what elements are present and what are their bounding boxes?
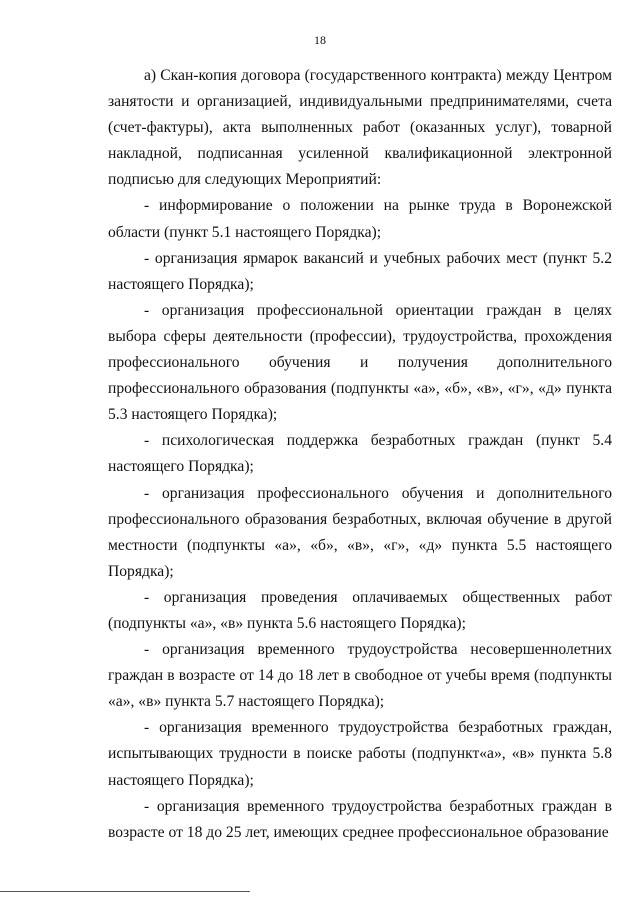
paragraph-scan-copy-requirement: а) Скан-копия договора (государственного контракта) между Центром занятости и организацией, индивидуальными предпринимателями, счета (счет-фактуры), акта выполненных работ (оказанных услуг), товарной накладной, подписанная усиленной квалификационной электронной подписью для следующих Мероприятий: <box>108 67 612 189</box>
list-item-hard-to-employ: - организация временного трудоустройства безработных граждан, испытывающих трудности в поиске работы (подпункт«а», «в» пункта 5.8 настоящего Порядка); <box>108 719 612 789</box>
list-item-young-graduates: - организация временного трудоустройства безработных граждан в возрасте от 18 до 25 лет, имеющих среднее профессиональное образование <box>108 797 612 841</box>
list-item-vocational-training: - организация профессионального обучения и дополнительного профессионального образования безработных, включая обучение в другой местности (подпункты «а», «б», «в», «г», «д» пункта 5.5 настоящего Порядка); <box>108 484 612 580</box>
list-item-career-guidance: - организация профессиональной ориентации граждан в целях выбора сферы деятельности (профессии), трудоустройства, прохождения профессионального обучения и получения дополнительного профессионального образования (подпункты «а», «б», «в», «г», «д» пункта 5.3 настоящего Порядка); <box>108 301 612 424</box>
document-body <box>108 63 612 846</box>
list-item-job-fairs: - организация ярмарок вакансий и учебных рабочих мест (пункт 5.2 настоящего Порядка); <box>108 249 612 293</box>
list-item-minors-employment: - организация временного трудоустройства несовершеннолетних граждан в возрасте от 14 до 18 лет в свободное от учебы время (подпункты «а», «в» пункта 5.7 настоящего Порядка); <box>108 641 612 711</box>
list-item-labor-market-info: - информирование о положении на рынке труда в Воронежской области (пункт 5.1 настоящего Порядка); <box>108 197 612 241</box>
list-item-public-works: - организация проведения оплачиваемых общественных работ (подпункты «а», «в» пункта 5.6 настоящего Порядка); <box>108 588 612 632</box>
footer-divider <box>0 891 250 892</box>
list-item-psychological-support: - психологическая поддержка безработных граждан (пункт 5.4 настоящего Порядка); <box>108 432 612 476</box>
page-number: 18 <box>314 33 326 47</box>
